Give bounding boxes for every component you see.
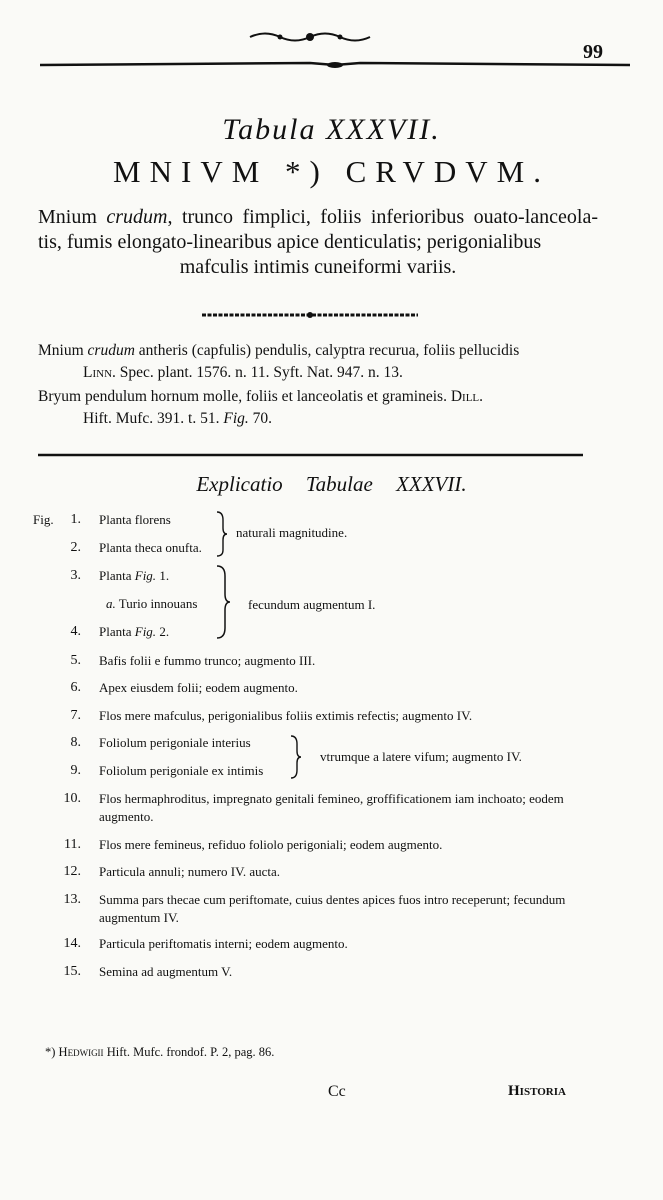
fig-label: Fig. xyxy=(33,512,54,527)
fig-number: 15. xyxy=(63,964,81,979)
brace-8-9 xyxy=(288,734,302,780)
header-rule xyxy=(40,60,630,70)
fig-text: Particula periftomatis interni; eodem augmento. xyxy=(99,936,348,951)
section-rule xyxy=(38,451,583,459)
fig-text: Foliolum perigoniale ex intimis xyxy=(99,763,264,778)
fig-number: 7. xyxy=(70,708,81,723)
fig-note: naturali magnitudine. xyxy=(236,525,348,540)
fig-text: Apex eiusdem folii; eodem augmento. xyxy=(99,680,298,695)
fig-text: Foliolum perigoniale interius xyxy=(99,735,251,750)
footnote-author: Hedwigii xyxy=(58,1045,104,1059)
fig-number: 1. xyxy=(70,512,81,527)
fig-ref-label: Fig. xyxy=(134,568,157,583)
figure-note-1-2 xyxy=(236,524,436,542)
divider-ornament xyxy=(200,310,420,320)
synonym-dillenius xyxy=(38,386,598,430)
fig-text: Flos mere mafculus, perigonialibus foliis extimis refectis; augmento IV. xyxy=(99,708,473,723)
fig-number: 3. xyxy=(70,568,81,583)
fig-text: Flos hermaphroditus, impregnato genitali femineo, groffificationem iam inchoato; eodem augmento. xyxy=(99,791,564,824)
signature-mark: Cc xyxy=(328,1083,346,1100)
fig-text: Particula annuli; numero IV. aucta. xyxy=(99,864,280,879)
fig-letter: a. xyxy=(106,596,116,611)
figure-note-3-4 xyxy=(248,596,448,614)
fig-number: 10. xyxy=(63,791,81,806)
synonym-author: Dill. xyxy=(450,388,484,405)
diagnosis-genus: Mnium xyxy=(38,206,97,228)
fig-text: Planta xyxy=(99,624,135,639)
fig-number: 11. xyxy=(64,837,81,852)
brace-1-2 xyxy=(214,510,228,558)
fig-ref-number: 1. xyxy=(156,568,170,583)
fig-text: Summa pars thecae cum periftomate, cuius dentes apices fuos intro receperunt; fecundum augmentum IV. xyxy=(99,892,566,925)
synonym-fig-label: Fig. xyxy=(223,410,249,427)
synonym-text: pendulum hornum molle, foliis et lanceolatis et gramineis. xyxy=(81,388,447,405)
plate-title: Tabula XXXVII. xyxy=(222,113,441,146)
synonym-reference: Hift. Mufc. 391. t. 51. xyxy=(83,410,224,427)
page-number: 99 xyxy=(583,41,603,63)
fig-number: 8. xyxy=(70,735,81,750)
footnote-text: Hift. Mufc. frondof. P. 2, pag. 86. xyxy=(103,1045,275,1059)
species-heading: MNIVM *) CRVDVM. xyxy=(113,154,550,189)
fig-number: 9. xyxy=(70,763,81,778)
diagnosis-line1: , trunco fimplici, foliis inferioribus ouato-lanceola- xyxy=(167,206,599,228)
fig-text: Flos mere femineus, refiduo foliolo perigoniali; eodem augmento. xyxy=(99,837,443,852)
fig-text: Planta theca onufta. xyxy=(99,540,202,555)
fig-text: Turio innouans xyxy=(115,596,198,611)
fig-ref-label: Fig. xyxy=(134,624,157,639)
diagnosis-line3: mafculis intimis cuneiformi variis. xyxy=(179,256,457,278)
fig-text: Planta florens xyxy=(99,512,171,527)
fig-number: 12. xyxy=(63,864,81,879)
synonym-fig-number: 70. xyxy=(248,410,273,427)
synonym-author: Linn. xyxy=(83,364,116,381)
synonym-reference: Spec. plant. 1576. n. 11. Syft. Nat. 947. n. 13. xyxy=(115,364,403,381)
synonym-species: crudum xyxy=(87,342,135,359)
footnote-mark: *) xyxy=(45,1045,56,1059)
fig-note: vtrumque a latere vifum; augmento IV. xyxy=(320,749,522,764)
synonym-genus: Bryum xyxy=(38,388,82,405)
diagnosis-line2: tis, fumis elongato-linearibus apice denticulatis; perigonialibus xyxy=(38,231,542,253)
explicatio-heading: Explicatio Tabulae XXXVII. xyxy=(196,472,467,496)
fig-text: Bafis folii e fummo trunco; augmento III. xyxy=(99,653,316,668)
synonym-genus: Mnium xyxy=(38,342,84,359)
fig-note: fecundum augmentum I. xyxy=(248,597,376,612)
fig-number: 14. xyxy=(63,936,81,951)
fig-ref-number: 2. xyxy=(156,624,170,639)
fig-number: 13. xyxy=(63,892,81,907)
fig-text: Semina ad augmentum V. xyxy=(99,964,233,979)
footnote xyxy=(45,1045,274,1060)
figure-note-8-9 xyxy=(320,748,600,766)
fig-number: 2. xyxy=(70,540,81,555)
fig-number: 5. xyxy=(70,653,81,668)
fig-text: Planta xyxy=(99,568,135,583)
fig-number: 4. xyxy=(70,624,81,639)
top-ornament xyxy=(245,28,375,46)
diagnosis-species: crudum xyxy=(106,206,168,228)
brace-3-4 xyxy=(214,564,232,640)
synonym-text: antheris (capfulis) pendulis, calyptra recurua, foliis pellucidis xyxy=(134,342,520,359)
synonym-linnaeus xyxy=(38,340,598,384)
species-diagnosis xyxy=(38,205,598,280)
fig-number: 6. xyxy=(70,680,81,695)
catchword: Historia xyxy=(508,1083,566,1099)
